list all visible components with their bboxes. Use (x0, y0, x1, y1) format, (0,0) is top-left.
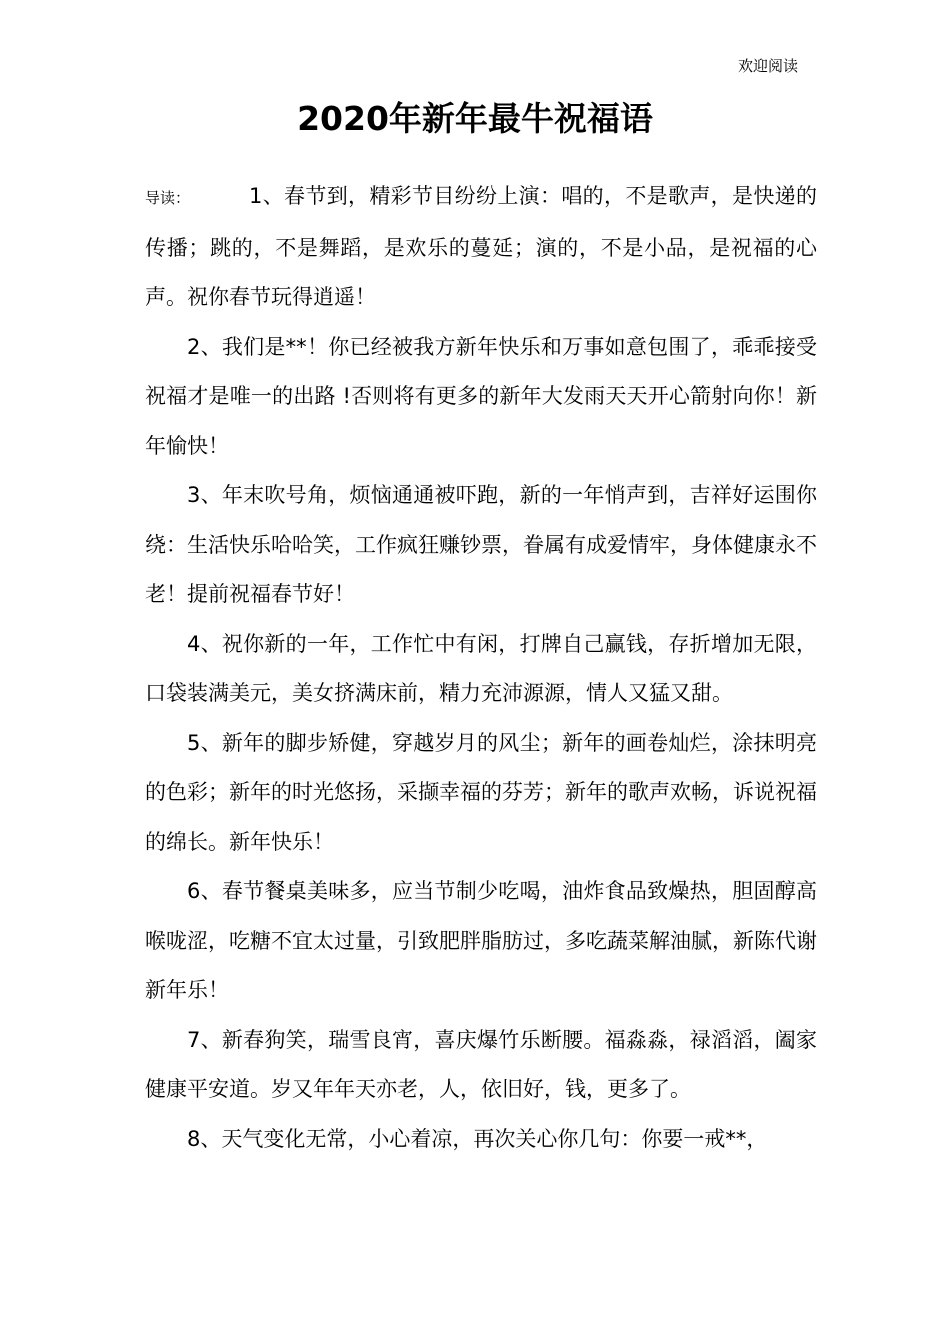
lead-label: 导读： (145, 189, 191, 207)
paragraph-6: 6、春节餐桌美味多，应当节制少吃喝，油炸食品致燥热，胆固醇高喉咙涩，吃糖不宜太过量，引致肥胖脂肪过，多吃蔬菜解油腻，新陈代谢新年乐！ (145, 879, 817, 1002)
document-body (145, 172, 817, 1164)
paragraph-4: 4、祝你新的一年，工作忙中有闲，打牌自己赢钱，存折增加无限，口袋装满美元，美女挤满床前，精力充沛源源，情人又猛又甜。 (145, 631, 817, 705)
paragraph-5: 5、新年的脚步矫健，穿越岁月的风尘；新年的画卷灿烂，涂抹明亮的色彩；新年的时光悠扬，采撷幸福的芬芳；新年的歌声欢畅，诉说祝福的绵长。新年快乐！ (145, 730, 817, 854)
header-note: 欢迎阅读 (737, 57, 798, 75)
document-title: 2020年新年最牛祝福语 (297, 99, 653, 138)
paragraph-7: 7、新春狗笑，瑞雪良宵，喜庆爆竹乐断腰。福淼淼，禄滔滔，阖家健康平安道。岁又年年天亦老，人，依旧好，钱，更多了。 (145, 1027, 817, 1101)
paragraph-2: 2、我们是**！你已经被我方新年快乐和万事如意包围了，乖乖接受祝福才是唯一的出路 !否则将有更多的新年大发雨天天开心箭射向你！新年愉快！ (145, 334, 817, 458)
paragraph-1 (145, 172, 817, 323)
paragraph-3: 3、年末吹号角，烦恼通通被吓跑，新的一年悄声到，吉祥好运围你绕：生活快乐哈哈笑，工作疯狂赚钞票，眷属有成爱情牢，身体健康永不老！提前祝福春节好！ (145, 483, 817, 606)
paragraph-8: 8、天气变化无常，小心着凉，再次关心你几句：你要一戒**， (187, 1126, 768, 1151)
paragraph-text: 1、春节到，精彩节目纷纷上演：唱的，不是歌声，是快递的传播；跳的，不是舞蹈，是欢乐的蔓延；演的，不是小品，是祝福的心声。祝你春节玩得逍遥！ (145, 184, 817, 309)
